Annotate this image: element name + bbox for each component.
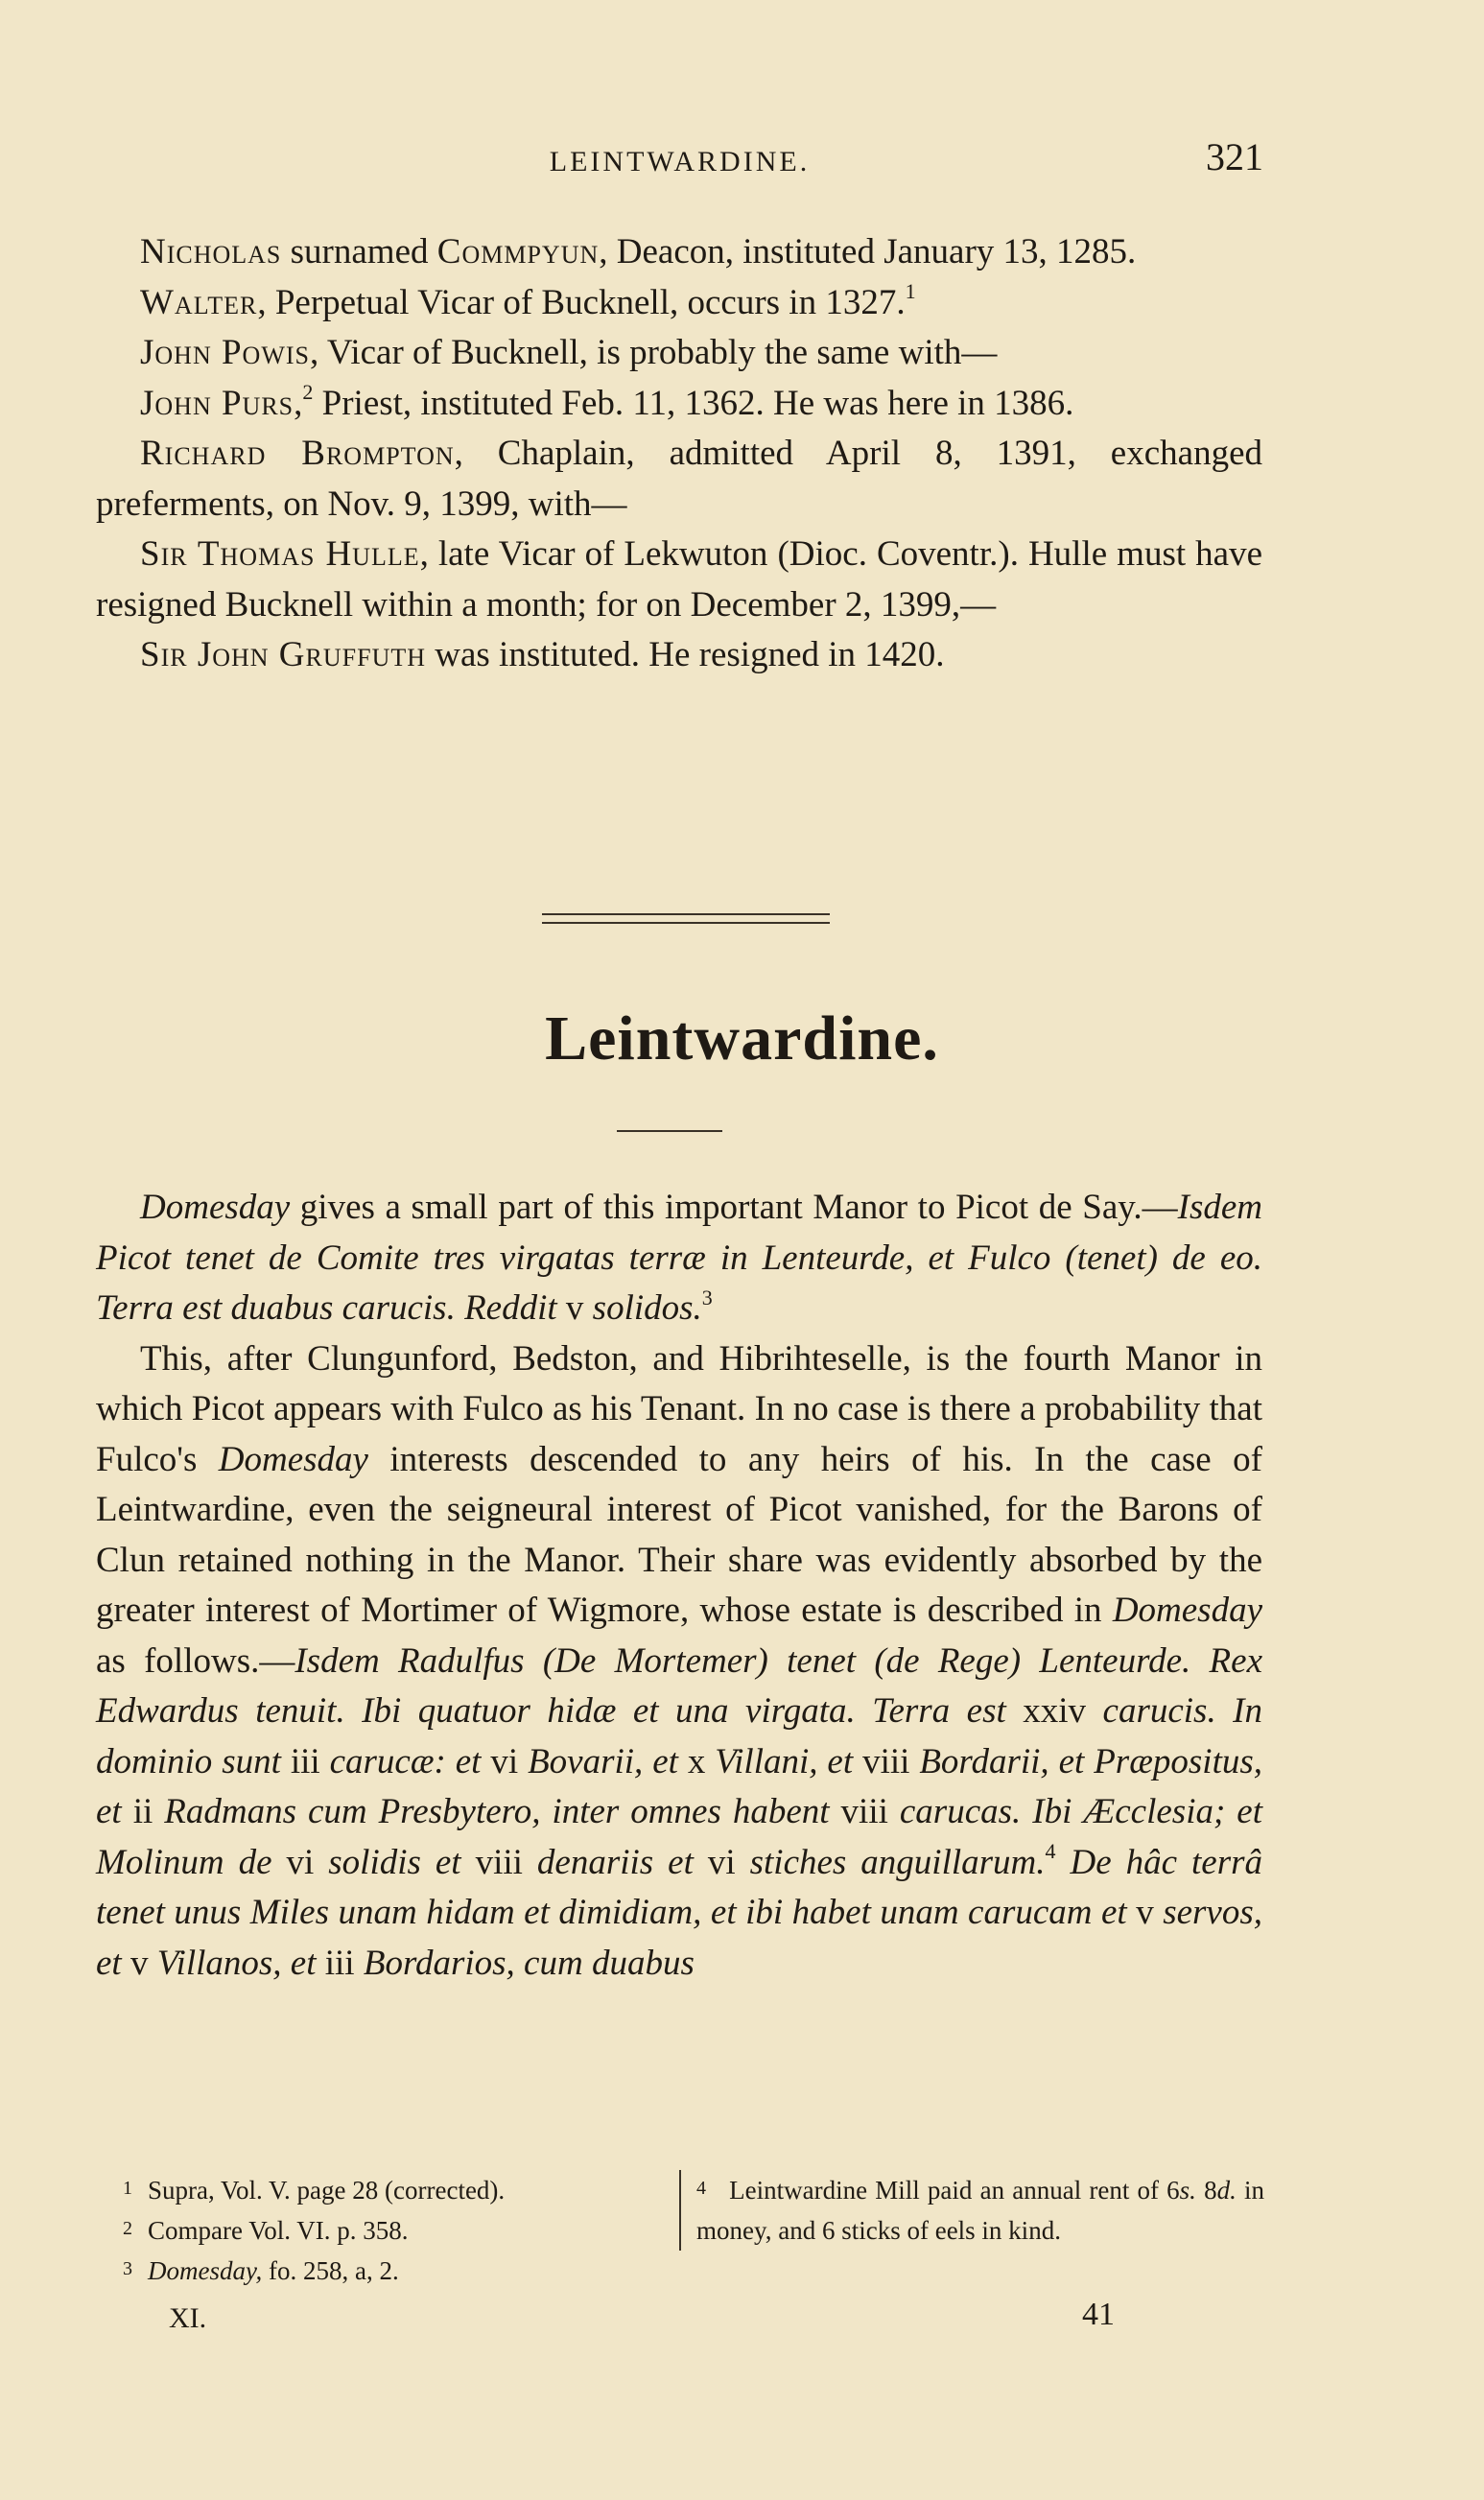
entry-walter: Walter, Perpetual Vicar of Bucknell, occurs in 1327.$^1$	[140, 279, 916, 322]
page-number: 321	[1206, 135, 1263, 178]
paragraph-domesday: Domesday gives a small part of this important Manor to Picot de Say.—Isdem Picot tenet de Comite tres virgatas terræ in Lenteurde, et Fulco (tenet) de eo. Terra est duabus carucis. Reddit v solidos.$^3$	[96, 1188, 1262, 1328]
entry-richard-brompton: Richard Brompton, Chaplain, admitted April 8, 1391, exchanged preferments, on Nov. 9, 1399, with—	[96, 434, 1262, 524]
footnote-1: 1 Supra, Vol. V. page 28 (corrected).	[123, 2176, 506, 2205]
footnote-4: 4 Leintwardine Mill paid an annual rent of 6s. 8d. in money, and 6 sticks of eels in kind.	[696, 2176, 1265, 2245]
entry-john-purs: John Purs,$^2$ Priest, instituted Feb. 11, 1362. He was here in 1386.	[140, 380, 1074, 423]
title-underline	[617, 1130, 722, 1132]
entry-thomas-hulle: Sir Thomas Hulle, late Vicar of Lekwuton (Dioc. Coventr.). Hulle must have resigned Bucknell within a month; for on December 2, 1399,—	[96, 534, 1262, 625]
vicar-list	[96, 227, 1262, 681]
entry-nicholas: Nicholas surnamed Commpyun, Deacon, instituted January 13, 1285.	[140, 232, 1137, 271]
entry-john-gruffuth: Sir John Gruffuth was instituted. He resigned in 1420.	[140, 635, 945, 674]
page-header	[96, 134, 1263, 192]
footnote-2: 2 Compare Vol. VI. p. 358.	[123, 2216, 409, 2245]
sheet-number: 41	[1082, 2297, 1115, 2332]
paragraph-manor: This, after Clungunford, Bedston, and Hibrihteselle, is the fourth Manor in which Picot appears with Fulco as his Tenant. In no case is there a probability that Fulco's Domesday interests descended to any heirs of his. In the case of Leintwardine, even the seigneural interest of Picot vanished, for the Barons of Clun retained nothing in the Manor. Their share was evidently absorbed by the greater interest of Mortimer of Wigmore, whose estate is described in Domesday as follows.—Isdem Radulfus (De Mortemer) tenet (de Rege) Lenteurde. Rex Edwardus tenuit. Ibi quatuor hidæ et una virgata. Terra est xxiv carucis. In dominio sunt iii carucæ: et vi Bovarii, et x Villani, et viii Bordarii, et Præpositus, et ii Radmans cum Presbytero, inter omnes habent viii carucas. Ibi Æcclesia; et Molinum de vi solidis et viii denariis et vi stiches anguillarum.$^4$ De hâc terrâ tenet unus Miles unam hidam et dimidiam, et ibi habet unam carucam et v servos, et v Villanos, et iii Bordarios, cum duabus	[96, 1338, 1263, 1983]
leintwardine-text	[96, 1183, 1262, 1989]
entry-john-powis: John Powis, Vicar of Bucknell, is probably the same with—	[140, 333, 998, 372]
section-divider	[542, 913, 830, 924]
section-title: Leintwardine.	[545, 1003, 939, 1073]
signature-mark: XI.	[169, 2302, 207, 2334]
footnotes-right-column	[679, 2170, 1264, 2251]
running-title: LEINTWARDINE.	[549, 146, 811, 177]
footnotes-left-column	[123, 2170, 679, 2291]
footnote-3: 3 Domesday, fo. 258, a, 2.	[123, 2256, 399, 2285]
